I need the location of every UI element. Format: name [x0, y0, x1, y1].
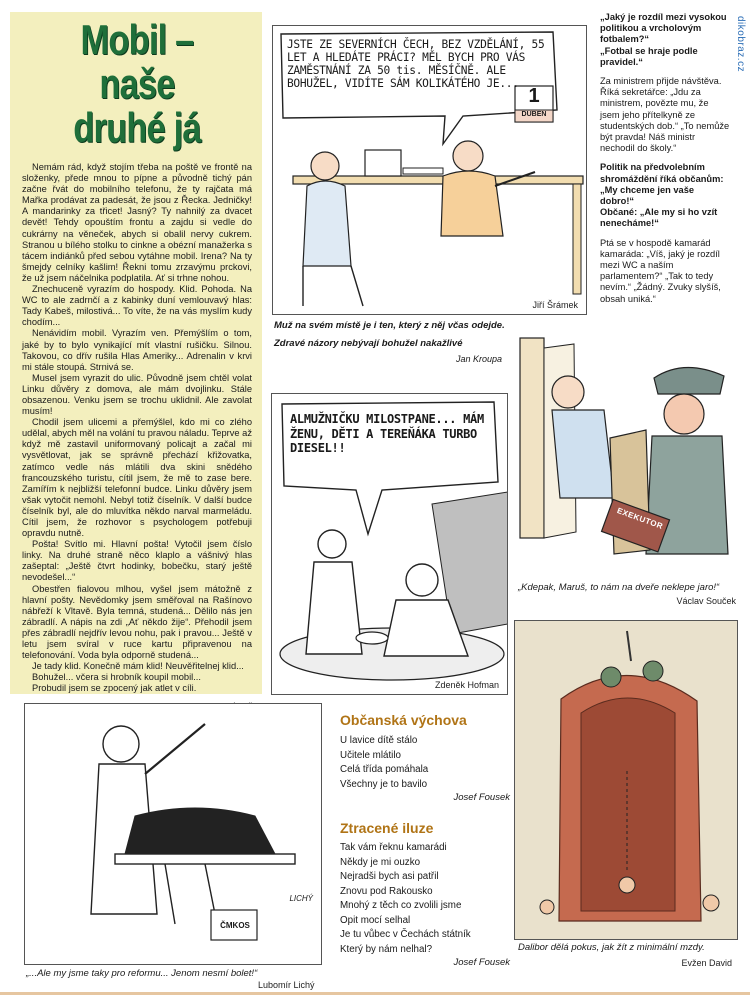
quote-line-1: Muž na svém místě je i ten, který z něj včas odejde.	[274, 320, 505, 331]
poem-line: Nejradši bych asi patřil	[340, 871, 439, 882]
poem-line: Mnohý z těch co zvolili jsme	[340, 900, 462, 911]
officer-head	[664, 394, 704, 434]
story-paragraph: Je tady klid. Konečně mám klid! Neuvěřitelnej klid...	[32, 661, 244, 672]
cartoon-reform	[24, 703, 322, 965]
poem-line: Všechny je to bavilo	[340, 778, 428, 790]
computer-monitor	[365, 150, 401, 176]
story-paragraph: Nemám rád, když stojím třeba na poště ve frontě na složenky, přede mnou to pípne a původně tichý pán začne řvát do mobilního telefonu, že ty rajčata má Mařka prodávat za padesát, že jsou z Řecka. Jedničky! A mandarinky za třicet! Jasný? Ty nahnilý za dvacet devět! Tehdy opouštím frontu a zajdu si vedle do cukrárny na věneček, abych si obalil nervy cukrem. Stranou u bílého stolku to cinkne a obézní manažerka s tácem indiánků před sebou vytáhne mobil. Irena? Na ty šmejdy celníky kašlim! Řekni tomu zrzavýmu prckovi, že už jsem náčelnika podplatila. Ať si trhne nohou.	[22, 162, 252, 283]
cartoon-credit: Zdeněk Hofman	[434, 680, 499, 690]
cartoon-minimum-wage	[514, 620, 738, 940]
poem-lost-illusions	[340, 820, 510, 968]
side-label: dikobraz.cz	[735, 16, 746, 73]
story-paragraph: Bohužel... včera si hrobník koupil mobil...	[32, 672, 201, 683]
quote-block	[274, 320, 506, 364]
poem-title: Občanská výchova	[340, 712, 467, 728]
briefcase-label: EXEKUTOR	[615, 506, 665, 531]
poem-line: Znovu pod Rakousko	[340, 885, 433, 897]
story-title-line-2: druhé já	[73, 104, 201, 151]
poem-civic-education	[340, 712, 510, 803]
poem-line: Je tu vůbec v Čechách státník	[340, 929, 471, 940]
cartoon-beggar-bubble-text: ALMUŽNIČKU MILOSTPANE... MÁM ŽENU, DĚTI A TEREŇÁKA TURBO DIESEL!!	[290, 412, 484, 455]
guard-head	[601, 667, 621, 687]
cartoon-bailiff-drawing	[514, 318, 736, 578]
official-body	[441, 171, 503, 236]
desk-leg	[573, 184, 581, 294]
joke-politician: Politik na předvolebním shromáždění říká občanům: „My chceme jen vaše dobro!“	[600, 162, 724, 207]
poem-line: Někdy je mi ouzko	[340, 856, 421, 868]
officer-cap	[654, 367, 724, 394]
story-title	[43, 18, 232, 150]
bench-legs	[165, 864, 215, 924]
jokes-column	[600, 12, 730, 313]
cartoon-credit: Václav Souček	[676, 596, 736, 606]
quote-author: Jan Kroupa	[455, 354, 502, 364]
chair-legs	[303, 266, 363, 306]
beggar-head	[406, 564, 438, 596]
teacher-head	[103, 726, 139, 762]
poem-line: Učitele mlátilo	[340, 749, 401, 761]
story-paragraph: Musel jsem vyrazit do ulic. Původně jsem chtěl volat Linku důvěry z domova, ale mám dvojlinku. Stále obsazenou. Venku jsem se trochu uklidnil. Ale zavolat musím!	[22, 372, 252, 417]
applicant-body	[303, 181, 351, 266]
cartoon-job-interview	[272, 25, 587, 315]
cartoon-bailiff	[514, 318, 736, 608]
student-body	[125, 808, 275, 854]
story-paragraph: Znechuceně vyrazím do hospody. Klid. Pohoda. Na WC to ale zadrnčí a z kabinky duní vemlouvavý hlas: Tady Kabeš, milostivá... To víte, že na vás myslím kudy chodím...	[22, 284, 252, 328]
cartoon-credit: Jiří Šrámek	[532, 300, 578, 310]
calendar-month-label: DUBEN	[521, 111, 547, 118]
cartoon-caption: „Kdepak, Maruš, to nám na dveře neklepe jaro!“	[518, 582, 720, 593]
dalibor-head	[619, 877, 635, 893]
cartoon-credit: Lubomír Lichý	[258, 980, 315, 990]
joke-answer: „Fotbal se hraje podle pravidel.“	[600, 45, 698, 67]
quote-line-2: Zdravé názory nebývají bohužel nakažlivé	[274, 337, 463, 349]
woman-body	[552, 410, 614, 498]
calendar-day-number: 1	[528, 85, 540, 107]
story-paragraph: Nenávidím mobil. Vyrazím ven. Přemýšlím o tom, jaké by to bylo vynikající mít vlastní rušičku. Silnou. Takovou, co dřív rušila Hlas Ameriky... Adrenalin v krvi mi stále stoupá. Strnivá se.	[22, 328, 252, 372]
cartoon-minimum-wage-drawing	[515, 621, 738, 940]
story-paragraph: Chodil jsem ulicemi a přemýšlel, kdo mi co zlého udělal, abych měl na volání tu pravou náladu. Teprve až když mě zastavil uniformovaný policajt a začal mi vysvětlovat, jak se správně přechází křižovatka, zatímco vedle nás mlátili dva skini snědého francouzského turistu, cítil jsem, že mě to zase bere. Zamířím k nejbližší telefonní budce. Linku důvěry jsem však vytočit nemohl. Nebyl totiž číselník. V další budce číselník byl, ale do mluvítka někdo narval marmeládu. Cítil jsem, že rozhovor s psychologem potřebuji opravdu nutně.	[22, 417, 252, 539]
gentleman-coat	[306, 562, 362, 654]
keyboard	[403, 168, 443, 174]
cartoon-beggar	[271, 393, 508, 695]
story-paragraph: Pošta! Svítlo mi. Hlavní pošta! Vytočil jsem číslo linky. Na druhé straně něco klaplo a vášnivý hlas zašeptal: „Ještě čtvrt hodinky, bobečku, starý ještě nevodešel...“	[22, 539, 252, 583]
dog-figure	[540, 900, 554, 914]
cartoon-caption: „...Ale my jsme taky pro reformu... Jenom nesmí bolet!“	[26, 968, 258, 979]
poem-line: U lavice dítě stálo	[340, 735, 418, 746]
story-title-line-1: Mobil – naše	[80, 16, 194, 107]
story-paragraph: Probudil jsem se zpocený jak atlet v cíli.	[32, 683, 197, 694]
cartoon-job-interview-bubble-text: JSTE ZE SEVERNÍCH ČECH, BEZ VZDĚLÁNÍ, 55 LET A HLEDÁTE PRÁCI? MĚL BYCH PRO VÁS ZAMĚSTNÁNÍ ZA 50 tis. MĚSÍČNĚ. ALE BOHUŽEL, VIDÍTE SÁM KOLIKÁTÉHO JE...	[287, 38, 545, 90]
bystander-head	[703, 895, 719, 911]
poem-line: Celá třída pomáhala	[340, 764, 429, 775]
woman-head	[552, 376, 584, 408]
cartoon-credit: Evžen David	[681, 958, 732, 968]
door-frame	[520, 338, 544, 538]
cartoonist-signature: LICHÝ	[289, 894, 313, 903]
cartoon-caption: Dalibor dělá pokus, jak žít z minimální mzdy.	[518, 942, 705, 953]
applicant-head	[311, 152, 339, 180]
official-head	[453, 141, 483, 171]
hat-for-coins	[356, 632, 388, 644]
poem-title: Ztracené iluze	[340, 820, 434, 836]
joke-citizens: Občané: „Ale my si ho vzít nenecháme!“	[600, 207, 718, 229]
joke-question: „Jaký je rozdíl mezi vysokou politikou a vrcholovým fotbalem?“	[600, 12, 727, 45]
joke-minister: Za ministrem přijde návštěva. Říká sekretářce: „Jdu za ministrem, povězte mu, že jsem jeho přítelkyně ze studentských dob.“ „To nemůže být pravda! Náš ministr nechodil do školy.“	[600, 76, 730, 154]
story-paragraph: Obestřen fialovou mlhou, vyšel jsem mátožně z hlavní pošty. Nevědomky jsem směřoval na Rašínovo nábřeží k Vltavě. Byla temná, studená... Dělilo nás jen zábradlí. A nápis na zdi „Ať někdo žije“. Přehodil jsem přes zábradlí nejdřív levou nohu, pak i pravou... Ještě v letu jsem svíral v ruce kartu připravenou na telefonování. Voda byla odporně studená...	[22, 583, 252, 661]
joke-parliament: Ptá se v hospodě kamarád kamaráda: „Víš, jaký je rozdíl mezi WC a naším parlamentem?“ „Tak to tedy nevím.“ „Žádný. Zvuky slyšíš, obsah uniká.“	[600, 237, 721, 304]
poem-author: Josef Fousek	[453, 792, 510, 803]
story-column	[10, 12, 262, 694]
bench-top	[115, 854, 295, 864]
briefcase-label: ČMKOS	[220, 921, 250, 930]
poem-line: Tak vám řeknu kamarádi	[340, 842, 447, 853]
guard-head	[643, 661, 663, 681]
poem-line: Který by nám nelhal?	[340, 943, 433, 955]
poem-line: Opit mocí selhal	[340, 914, 411, 926]
gentleman-head	[318, 530, 346, 558]
cartoon-reform-drawing	[25, 704, 322, 965]
poem-author: Josef Fousek	[453, 957, 510, 968]
cane	[145, 724, 205, 774]
